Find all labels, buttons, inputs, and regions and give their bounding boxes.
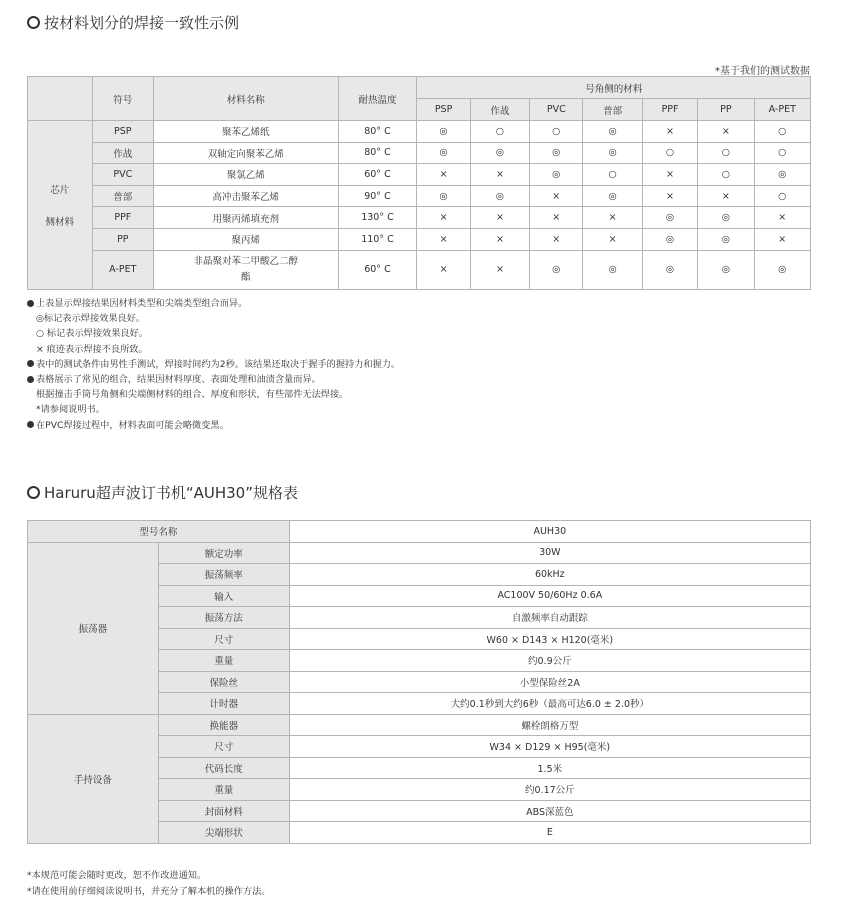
compatibility-mark: ○ xyxy=(754,185,810,207)
compatibility-mark: ◎ xyxy=(583,121,642,143)
compatibility-mark: × xyxy=(470,164,529,186)
compatibility-mark: × xyxy=(642,121,697,143)
material-name: 聚丙烯 xyxy=(154,228,338,250)
compatibility-mark: ◎ xyxy=(530,164,583,186)
note-line: *请参阅说明书。 xyxy=(36,404,105,416)
compatibility-mark: × xyxy=(642,164,697,186)
spec-label: 尖端形状 xyxy=(158,822,289,844)
header-heat-resistance: 耐热温度 xyxy=(338,77,417,121)
heat-resistance: 60° C xyxy=(338,250,417,289)
materials-compatibility-table xyxy=(27,76,811,290)
header-horn-side-material: 号角侧的材料 xyxy=(417,77,811,99)
table-row xyxy=(28,185,811,207)
compatibility-mark: ◎ xyxy=(698,228,754,250)
model-name-value: AUH30 xyxy=(289,521,810,543)
compatibility-mark: ◎ xyxy=(698,207,754,229)
compatibility-mark: ○ xyxy=(754,142,810,164)
spec-value: 自激频率自动跟踪 xyxy=(289,607,810,629)
header-material-name: 材料名称 xyxy=(154,77,338,121)
compatibility-mark: × xyxy=(417,164,470,186)
spec-value: 60kHz xyxy=(289,564,810,586)
header-horn-col: PSP xyxy=(417,99,470,121)
spec-value: 小型保险丝2A xyxy=(289,671,810,693)
spec-value: W34 × D129 × H95(毫米) xyxy=(289,736,810,758)
section-title-text: 按材料划分的焊接一致性示例 xyxy=(44,14,240,32)
spec-value: 1.5米 xyxy=(289,757,810,779)
compatibility-mark: ◎ xyxy=(417,121,470,143)
spec-value: ABS深蓝色 xyxy=(289,800,810,822)
table-row xyxy=(28,121,811,143)
spec-value: 约0.9公斤 xyxy=(289,650,810,672)
header-horn-col: 作战 xyxy=(470,99,529,121)
compatibility-mark: × xyxy=(530,207,583,229)
spec-label: 振荡频率 xyxy=(158,564,289,586)
spec-value: 大约0.1秒到大约6秒（最高可达6.0 ± 2.0秒） xyxy=(289,693,810,715)
header-horn-col: PP xyxy=(698,99,754,121)
compatibility-mark: ○ xyxy=(698,142,754,164)
compatibility-mark: ◎ xyxy=(754,250,810,289)
ring-bullet-icon xyxy=(27,486,40,499)
compatibility-mark: × xyxy=(417,228,470,250)
material-symbol: PSP xyxy=(92,121,153,143)
chip-side-material-label: 芯片 侧材料 xyxy=(28,121,93,290)
table-row xyxy=(28,228,811,250)
compatibility-mark: ○ xyxy=(470,121,529,143)
note-line: 上表显示焊接结果因材料类型和尖端类型组合而异。 xyxy=(27,296,400,311)
material-symbol: 作战 xyxy=(92,142,153,164)
material-symbol: 普部 xyxy=(92,185,153,207)
heat-resistance: 80° C xyxy=(338,121,417,143)
spec-label: 额定功率 xyxy=(158,542,289,564)
compatibility-mark: ◎ xyxy=(470,185,529,207)
spec-value: 螺栓朗格万型 xyxy=(289,714,810,736)
spec-value: AC100V 50/60Hz 0.6A xyxy=(289,585,810,607)
heat-resistance: 90° C xyxy=(338,185,417,207)
bullet-dot-icon xyxy=(27,360,34,367)
note-line: × 痕迹表示焊接不良所致。 xyxy=(36,343,148,355)
compatibility-mark: × xyxy=(642,185,697,207)
compatibility-mark: × xyxy=(698,185,754,207)
note-line: ○ 标记表示焊接效果良好。 xyxy=(36,328,148,340)
data-source-note: *基于我们的测试数据 xyxy=(715,66,810,77)
spec-group-label: 振荡器 xyxy=(28,542,159,714)
spec-value: 30W xyxy=(289,542,810,564)
table-row xyxy=(28,142,811,164)
note-line: 根据撞击手筒号角侧和尖端侧材料的组合、厚度和形状，有些部件无法焊接。 xyxy=(36,389,349,401)
compatibility-mark: × xyxy=(470,250,529,289)
spec-label: 封面材料 xyxy=(158,800,289,822)
compatibility-mark: ○ xyxy=(642,142,697,164)
note-line: 在PVC焊接过程中，材料表面可能会略微变黑。 xyxy=(27,418,400,433)
compatibility-mark: × xyxy=(754,228,810,250)
compatibility-mark: ○ xyxy=(754,121,810,143)
spec-group-label: 手持设备 xyxy=(28,714,159,843)
material-name: 聚苯乙烯纸 xyxy=(154,121,338,143)
material-name: 高冲击聚苯乙烯 xyxy=(154,185,338,207)
table-row xyxy=(28,164,811,186)
compatibility-mark: ◎ xyxy=(417,142,470,164)
compatibility-mark: × xyxy=(754,207,810,229)
spec-label: 重量 xyxy=(158,779,289,801)
heat-resistance: 130° C xyxy=(338,207,417,229)
header-horn-col: A-PET xyxy=(754,99,810,121)
compatibility-mark: ◎ xyxy=(583,142,642,164)
compatibility-mark: ○ xyxy=(698,164,754,186)
compatibility-mark: × xyxy=(530,185,583,207)
spec-table xyxy=(27,520,811,844)
spec-label: 尺寸 xyxy=(158,736,289,758)
bullet-dot-icon xyxy=(27,421,34,428)
heat-resistance: 110° C xyxy=(338,228,417,250)
spec-value: W60 × D143 × H120(毫米) xyxy=(289,628,810,650)
header-symbol: 符号 xyxy=(92,77,153,121)
spec-value: E xyxy=(289,822,810,844)
footer-note: *本规范可能会随时更改，恕不作改进通知。 xyxy=(27,870,207,881)
compatibility-mark: × xyxy=(470,228,529,250)
model-name-label: 型号名称 xyxy=(28,521,290,543)
compatibility-mark: ◎ xyxy=(530,250,583,289)
compatibility-mark: ◎ xyxy=(698,250,754,289)
spec-footer xyxy=(27,868,270,900)
ring-bullet-icon xyxy=(27,16,40,29)
spec-label: 代码长度 xyxy=(158,757,289,779)
compatibility-mark: ◎ xyxy=(583,185,642,207)
compatibility-mark: × xyxy=(530,228,583,250)
spec-row xyxy=(28,714,811,736)
compatibility-mark: ◎ xyxy=(530,142,583,164)
compatibility-mark: ○ xyxy=(530,121,583,143)
header-horn-col: 普部 xyxy=(583,99,642,121)
header-blank xyxy=(28,77,93,121)
bullet-dot-icon xyxy=(27,300,34,307)
compatibility-mark: × xyxy=(583,228,642,250)
material-name: 聚氯乙烯 xyxy=(154,164,338,186)
compatibility-mark: ◎ xyxy=(583,250,642,289)
spec-label: 计时器 xyxy=(158,693,289,715)
header-horn-col: PPF xyxy=(642,99,697,121)
bullet-dot-icon xyxy=(27,376,34,383)
compatibility-mark: ◎ xyxy=(642,250,697,289)
section-title-text: Haruru超声波订书机“AUH30”规格表 xyxy=(44,484,298,502)
compatibility-mark: × xyxy=(417,250,470,289)
note-line: 表格展示了常见的组合，结果因材料厚度、表面处理和油渍含量而异。 xyxy=(27,372,400,387)
section-title-specs xyxy=(27,482,298,503)
spec-label: 尺寸 xyxy=(158,628,289,650)
spec-label: 振荡方法 xyxy=(158,607,289,629)
spec-label: 重量 xyxy=(158,650,289,672)
material-name: 用聚丙烯填充剂 xyxy=(154,207,338,229)
material-symbol: PP xyxy=(92,228,153,250)
material-name: 双轴定向聚苯乙烯 xyxy=(154,142,338,164)
compatibility-mark: ◎ xyxy=(642,228,697,250)
spec-label: 输入 xyxy=(158,585,289,607)
note-line: 表中的测试条件由男性手测试，焊接时间约为2秒。该结果还取决于握手的握持力和握力。 xyxy=(27,357,400,372)
spec-label: 换能器 xyxy=(158,714,289,736)
material-symbol: PPF xyxy=(92,207,153,229)
material-name: 非晶聚对苯二甲酸乙二醇 酯 xyxy=(154,250,338,289)
compatibility-mark: ◎ xyxy=(754,164,810,186)
spec-row xyxy=(28,542,811,564)
compatibility-mark: ◎ xyxy=(642,207,697,229)
heat-resistance: 80° C xyxy=(338,142,417,164)
spec-label: 保险丝 xyxy=(158,671,289,693)
material-symbol: PVC xyxy=(92,164,153,186)
spec-value: 约0.17公斤 xyxy=(289,779,810,801)
compatibility-mark: × xyxy=(470,207,529,229)
compatibility-mark: × xyxy=(698,121,754,143)
compatibility-mark: ◎ xyxy=(417,185,470,207)
material-symbol: A-PET xyxy=(92,250,153,289)
heat-resistance: 60° C xyxy=(338,164,417,186)
section-title-materials xyxy=(27,12,239,33)
header-horn-col: PVC xyxy=(530,99,583,121)
note-line: ◎标记表示焊接效果良好。 xyxy=(36,313,146,325)
compatibility-mark: × xyxy=(417,207,470,229)
compatibility-mark: × xyxy=(583,207,642,229)
compatibility-mark: ○ xyxy=(583,164,642,186)
table-row xyxy=(28,250,811,289)
table-row xyxy=(28,207,811,229)
welding-notes xyxy=(27,296,400,433)
compatibility-mark: ◎ xyxy=(470,142,529,164)
footer-note: *请在使用前仔细阅读说明书，并充分了解本机的操作方法。 xyxy=(27,886,271,897)
